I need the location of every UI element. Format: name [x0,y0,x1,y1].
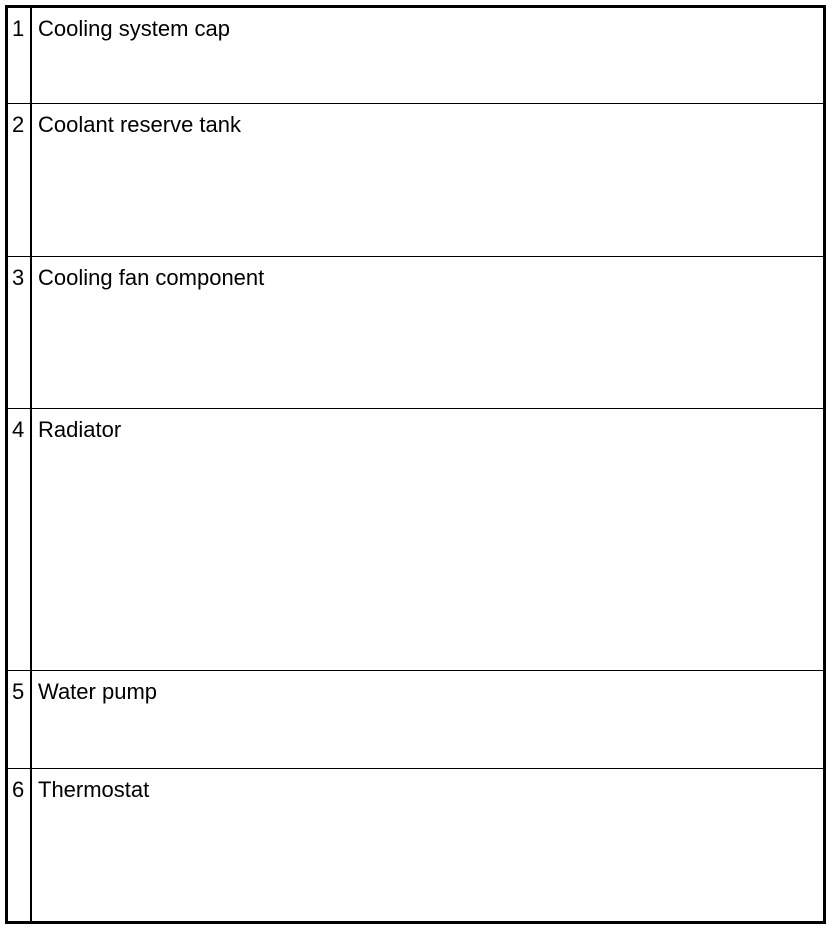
component-label: Water pump [38,679,158,704]
table-row [8,409,823,671]
component-label: Cooling fan component [38,265,265,290]
number-cell [8,769,32,921]
component-label: Radiator [38,417,122,442]
number-cell [8,8,32,103]
component-label: Coolant reserve tank [38,112,241,137]
row-number: 5 [12,679,25,704]
number-cell [8,409,32,670]
table-row [8,104,823,257]
row-number: 2 [12,112,25,137]
number-cell [8,671,32,768]
row-number: 4 [12,417,25,442]
number-cell [8,104,32,256]
row-number: 6 [12,777,25,802]
component-label: Cooling system cap [38,16,230,41]
row-number: 3 [12,265,25,290]
table-row [8,8,823,104]
table-row [8,257,823,409]
table-row [8,769,823,921]
row-number: 1 [12,16,25,41]
table-row [8,671,823,769]
number-cell [8,257,32,408]
component-label: Thermostat [38,777,150,802]
component-table [5,5,826,924]
